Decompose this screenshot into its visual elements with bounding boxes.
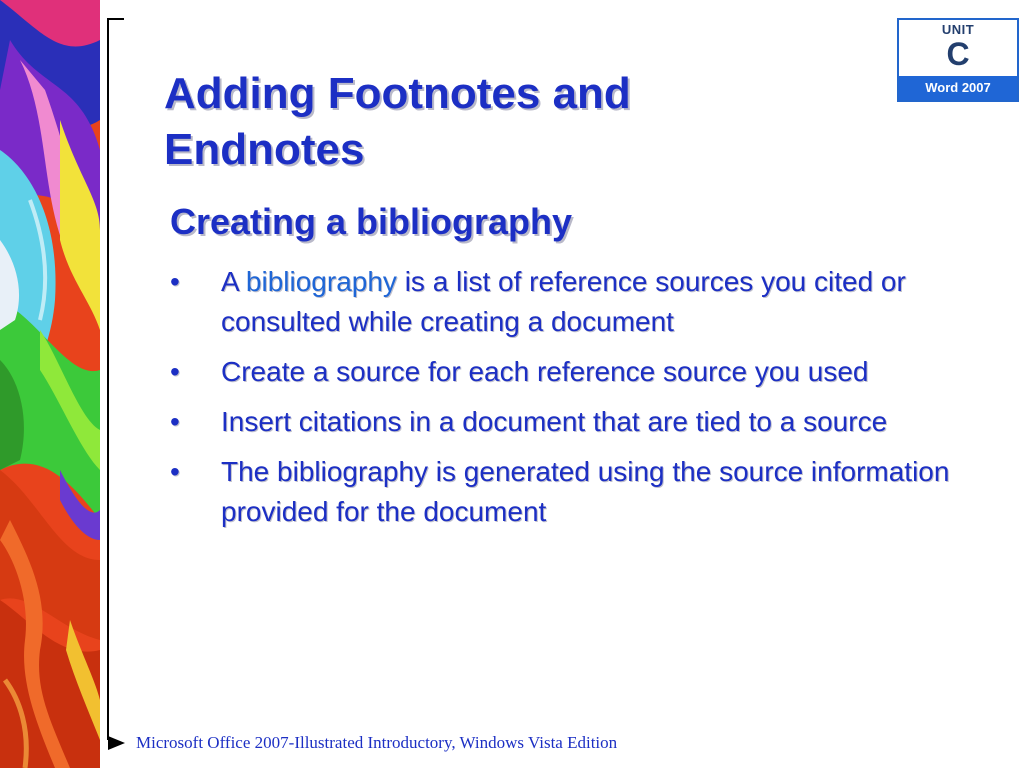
bullet-icon: • (170, 456, 180, 487)
slide-title-line1: Adding Footnotes and (164, 69, 631, 118)
bullet-item (170, 402, 960, 442)
bullet-icon: • (170, 266, 180, 297)
bullet-text: The bibliography is generated using the source information provided for the document (221, 456, 950, 527)
bullet-item (170, 352, 960, 392)
bullet-text: Create a source for each reference source you used (221, 356, 869, 387)
unit-label: UNIT (941, 22, 975, 37)
bullet-icon: • (170, 406, 180, 437)
bullet-lead-text: A (221, 266, 246, 297)
abstract-painting-image (0, 0, 100, 768)
unit-letter: C (946, 36, 970, 72)
decorative-painting-strip (0, 0, 100, 768)
bullet-list (170, 262, 960, 542)
slide-subtitle: Creating a bibliography (170, 201, 573, 242)
slide-title (164, 66, 884, 178)
bullet-rest-text: is a list of reference sources you cited or consulted while creating a document (221, 266, 906, 337)
product-label: Word 2007 (899, 76, 1017, 100)
bullet-item (170, 262, 960, 342)
unit-badge (897, 18, 1019, 102)
slide-title-line2: Endnotes (164, 125, 365, 174)
footer-text: Microsoft Office 2007-Illustrated Introductory, Windows Vista Edition (136, 733, 618, 752)
bibliography-term: bibliography (245, 266, 397, 297)
bullet-icon: • (170, 356, 180, 387)
footer-arrow-icon (108, 736, 125, 750)
bullet-item (170, 452, 960, 532)
slide-frame-bracket (107, 18, 124, 740)
bullet-text: Insert citations in a document that are tied to a source (221, 406, 888, 437)
